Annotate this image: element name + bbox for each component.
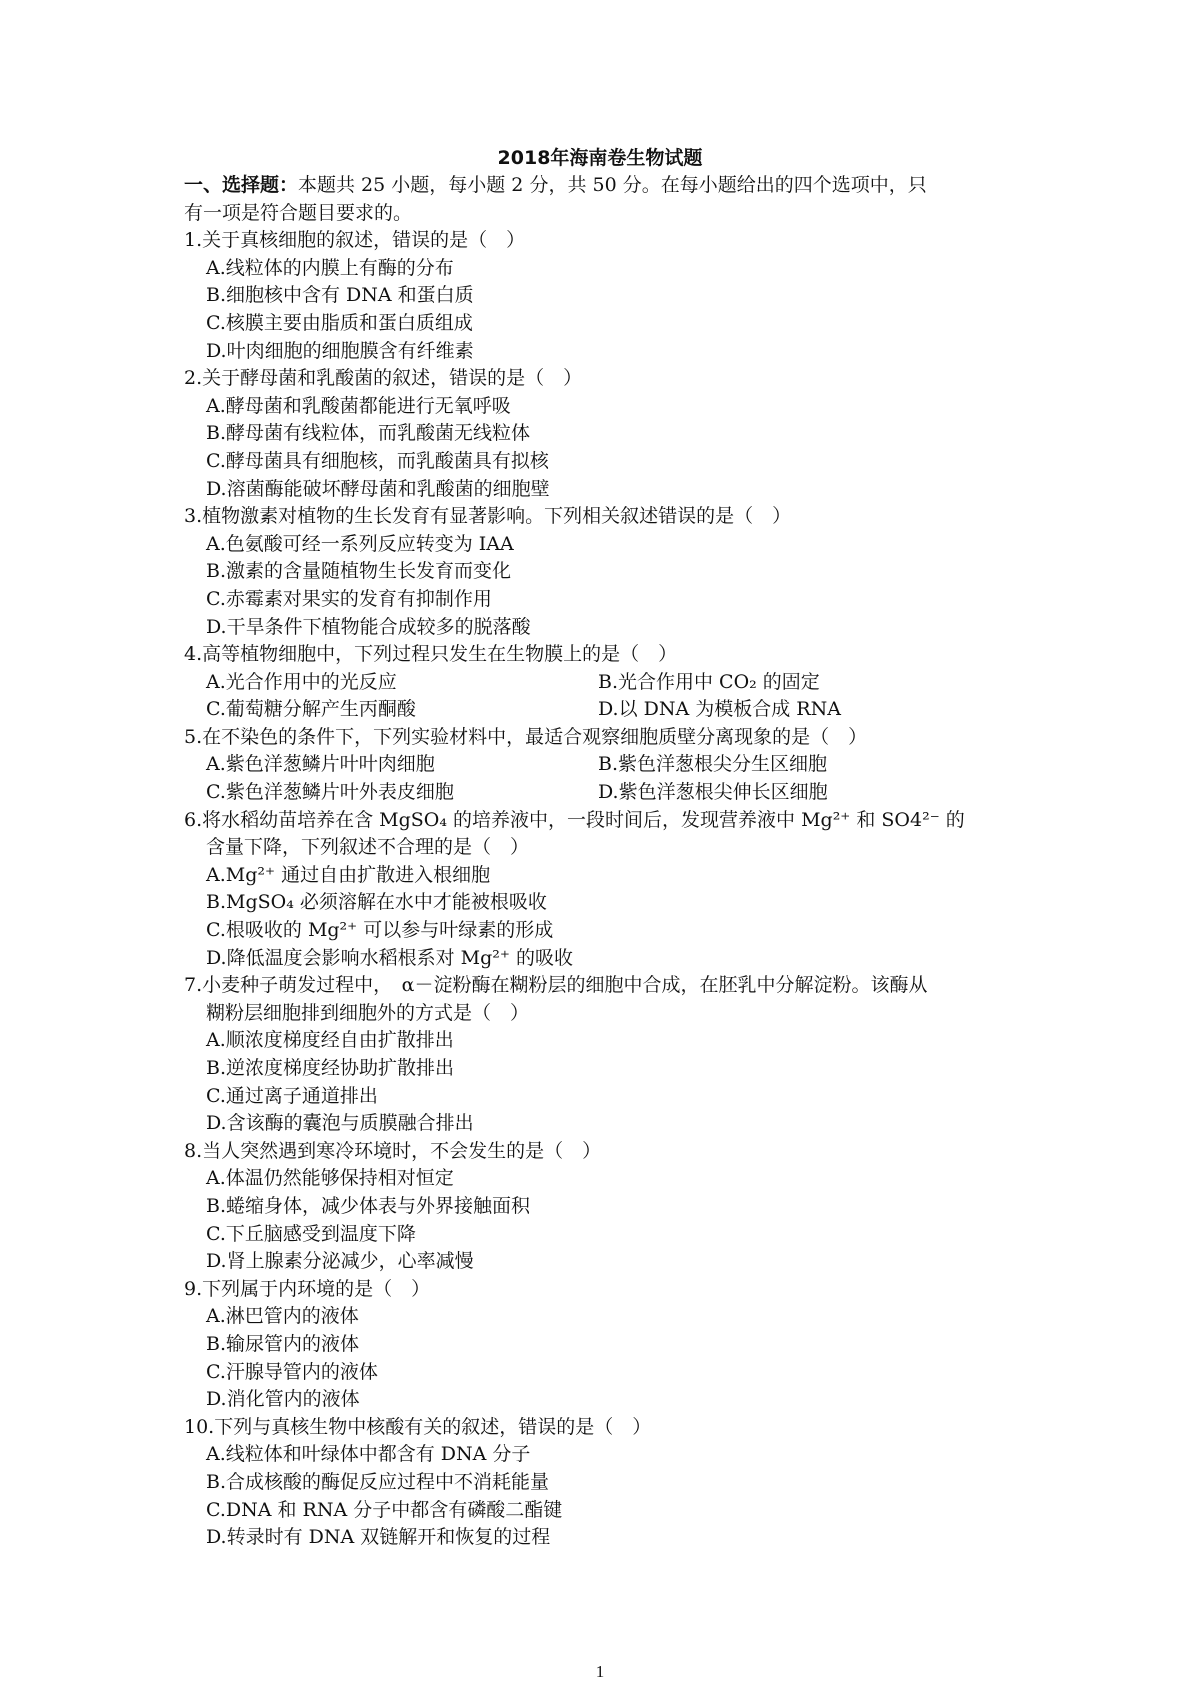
question-8-option-b: B.蜷缩身体，减少体表与外界接触面积 [206,1194,531,1217]
question-3-option-b: B.激素的含量随植物生长发育而变化 [206,560,512,583]
question-4-option-a: A.光合作用中的光反应 [206,670,397,693]
question-2-option-a: A.酵母菌和乳酸菌都能进行无氧呼吸 [206,394,511,417]
question-5-option-b: B.紫色洋葱根尖分生区细胞 [598,753,828,776]
question-4-option-c: C.葡萄糖分解产生丙酮酸 [206,698,416,721]
question-10-option-c: C.DNA 和 RNA 分子中都含有磷酸二酯键 [206,1498,563,1521]
question-1-option-b: B.细胞核中含有 DNA 和蛋白质 [206,284,474,307]
question-4-options-ab [184,669,1034,697]
question-5-option-a: A.紫色洋葱鳞片叶叶肉细胞 [206,753,435,776]
question-1-option-a: A.线粒体的内膜上有酶的分布 [206,256,454,279]
question-1-stem: 1.关于真核细胞的叙述，错误的是（ ） [184,229,526,252]
question-6-option-b: B.MgSO₄ 必须溶解在水中才能被根吸收 [206,891,547,914]
question-9-option-c: C.汗腺导管内的液体 [206,1360,378,1383]
question-2-stem: 2.关于酵母菌和乳酸菌的叙述，错误的是（ ） [184,367,583,390]
section-intro-line2: 有一项是符合题目要求的。 [184,201,413,224]
question-3-option-d: D.干旱条件下植物能合成较多的脱落酸 [206,615,531,638]
question-9-option-d: D.消化管内的液体 [206,1388,360,1411]
question-6-option-a: A.Mg²⁺ 通过自由扩散进入根细胞 [206,863,491,886]
section-intro-line1 [184,172,1034,200]
question-4-options-cd [184,696,1034,724]
question-5-option-d: D.紫色洋葱根尖伸长区细胞 [598,781,828,804]
section-heading: 一、选择题： [184,174,299,196]
question-3-option-a: A.色氨酸可经一系列反应转变为 IAA [206,532,514,555]
question-7-option-a: A.顺浓度梯度经自由扩散排出 [206,1029,454,1052]
question-8-option-a: A.体温仍然能够保持相对恒定 [206,1167,454,1190]
question-2-option-c: C.酵母菌具有细胞核，而乳酸菌具有拟核 [206,449,549,472]
question-2-option-d: D.溶菌酶能破坏酵母菌和乳酸菌的细胞壁 [206,477,550,500]
question-6-stem-continued: 含量下降，下列叙述不合理的是（ ） [206,836,530,859]
question-10-option-b: B.合成核酸的酶促反应过程中不消耗能量 [206,1470,550,1493]
question-4-stem: 4.高等植物细胞中，下列过程只发生在生物膜上的是（ ） [184,643,678,666]
question-5-stem: 5.在不染色的条件下，下列实验材料中，最适合观察细胞质壁分离现象的是（ ） [184,725,868,748]
question-3-option-c: C.赤霉素对果实的发育有抑制作用 [206,587,492,610]
question-5-options-ab [184,751,1034,779]
question-8-stem: 8.当人突然遇到寒冷环境时，不会发生的是（ ） [184,1139,602,1162]
question-8-option-c: C.下丘脑感受到温度下降 [206,1222,416,1245]
question-4-option-d: D.以 DNA 为模板合成 RNA [598,698,841,721]
question-9-option-a: A.淋巴管内的液体 [206,1305,359,1328]
question-9-stem: 9.下列属于内环境的是（ ） [184,1277,431,1300]
question-6-stem: 6.将水稻幼苗培养在含 MgSO₄ 的培养液中，一段时间后，发现营养液中 Mg²⁺ 和 SO4²⁻ 的 [184,808,965,831]
question-7-option-c: C.通过离子通道排出 [206,1084,378,1107]
page-title: 2018年海南卷生物试题 [497,147,703,169]
question-10-option-a: A.线粒体和叶绿体中都含有 DNA 分子 [206,1443,531,1466]
section-text: 本题共 25 小题，每小题 2 分，共 50 分。在每小题给出的四个选项中，只 [298,174,927,196]
question-7-option-b: B.逆浓度梯度经协助扩散排出 [206,1057,455,1079]
question-4-option-b: B.光合作用中 CO₂ 的固定 [598,670,820,693]
question-3-stem: 3.植物激素对植物的生长发育有显著影响。下列相关叙述错误的是（ ） [184,505,792,528]
question-6-option-c: C.根吸收的 Mg²⁺ 可以参与叶绿素的形成 [206,919,554,942]
page-number: 1 [595,1662,605,1681]
question-1-option-d: D.叶肉细胞的细胞膜含有纤维素 [206,339,474,362]
question-content [184,172,1034,1552]
question-7-stem: 7.小麦种子萌发过程中， α－淀粉酶在糊粉层的细胞中合成，在胚乳中分解淀粉。该酶从 [184,974,928,997]
question-6-option-d: D.降低温度会影响水稻根系对 Mg²⁺ 的吸收 [206,946,573,969]
question-10-option-d: D.转录时有 DNA 双链解开和恢复的过程 [206,1526,551,1549]
question-7-option-d: D.含该酶的囊泡与质膜融合排出 [206,1112,474,1135]
question-5-option-c: C.紫色洋葱鳞片叶外表皮细胞 [206,781,454,804]
question-7-stem-continued: 糊粉层细胞排到细胞外的方式是（ ） [206,1001,530,1024]
question-2-option-b: B.酵母菌有线粒体，而乳酸菌无线粒体 [206,422,531,445]
question-9-option-b: B.输尿管内的液体 [206,1332,360,1355]
question-5-options-cd [184,779,1034,807]
question-1-option-c: C.核膜主要由脂质和蛋白质组成 [206,311,473,334]
question-8-option-d: D.肾上腺素分泌减少，心率减慢 [206,1250,474,1273]
question-10-stem: 10.下列与真核生物中核酸有关的叙述，错误的是（ ） [184,1415,652,1438]
